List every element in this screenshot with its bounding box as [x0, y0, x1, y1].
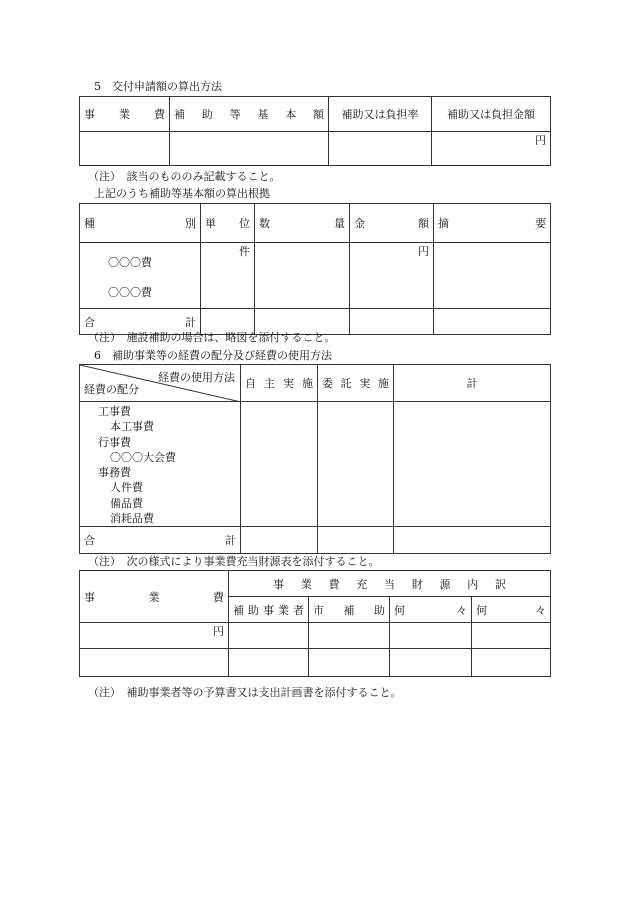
cell-self[interactable] [241, 402, 318, 527]
header-rate: 補助又は負担率 [329, 97, 432, 132]
total-remarks[interactable] [434, 309, 551, 335]
cell-rate[interactable] [329, 132, 432, 166]
note-1: （注） 該当のもののみ記載すること。 [88, 170, 281, 183]
application-amount-table [79, 96, 551, 166]
funding-table [79, 570, 551, 677]
total-label: 合 計 [84, 315, 196, 329]
funding-city-cell[interactable] [309, 623, 390, 649]
item-office: 事務費 [98, 466, 131, 480]
header-amount [350, 204, 434, 243]
cell-total[interactable] [394, 402, 551, 527]
funding-row2-other-1[interactable] [390, 649, 472, 677]
note-2: （注） 施設補助の場合は、略図を添付すること。 [88, 331, 336, 344]
header-amount-text: 金 額 [354, 217, 429, 230]
header-basic-amount [170, 97, 329, 132]
header-other-1-text: 何 々 [394, 603, 467, 617]
header-unit-text: 単 位 [205, 217, 250, 230]
allocation-total-label: 合 計 [84, 534, 236, 548]
section-5-heading: 5 交付申請額の算出方法 [94, 80, 222, 93]
cell-entrust[interactable] [318, 402, 394, 527]
cell-quantity[interactable] [255, 243, 350, 309]
diag-top-label: 経費の使用方法 [158, 371, 235, 384]
header-type-text: 種 別 [84, 217, 196, 230]
section-6-heading: 6 補助事業等の経費の配分及び経費の使用方法 [94, 349, 332, 362]
funding-other-1-cell[interactable] [390, 623, 472, 649]
header-operator [229, 597, 309, 623]
item-convention: 〇〇〇大会費 [110, 450, 176, 464]
funding-operator-cell[interactable] [229, 623, 309, 649]
header-funding-breakdown-text: 事 業 費 充 当 財 源 内 訳 [273, 577, 506, 591]
header-operator-text: 補 助 事 業 者 [233, 603, 304, 617]
funding-row2-city[interactable] [309, 649, 390, 677]
diag-bottom-label: 経費の配分 [84, 383, 139, 396]
header-self-text: 自 主 実 施 [245, 377, 313, 390]
header-entrust [318, 365, 394, 402]
funding-other-2-cell[interactable] [472, 623, 551, 649]
allocation-total-label-cell [80, 527, 241, 554]
total-self[interactable] [241, 527, 318, 554]
funding-row2-other-2[interactable] [472, 649, 551, 677]
allocation-table [79, 364, 551, 554]
unit-yen: 円 [535, 134, 546, 147]
note-3: （注） 次の様式により事業費充当財源表を添付すること。 [88, 555, 380, 568]
cell-subsidy-amount[interactable] [432, 132, 551, 166]
header-other-2 [472, 597, 551, 623]
item-consumables: 消耗品費 [110, 512, 154, 526]
item-personnel: 人件費 [110, 481, 143, 495]
header-other-1 [390, 597, 472, 623]
header-remarks-text: 摘 要 [438, 217, 546, 230]
header-type [80, 204, 201, 243]
item-main-construction: 本工事費 [110, 420, 154, 434]
header-city-subsidy [309, 597, 390, 623]
header-other-2-text: 何 々 [476, 603, 546, 617]
total-amount[interactable] [350, 309, 434, 335]
unit-yen: 円 [213, 625, 224, 638]
header-project-cost-2 [80, 571, 229, 623]
header-city-subsidy-text: 市 補 助 [313, 603, 385, 617]
item-events: 行事費 [98, 435, 131, 449]
cell-project-cost[interactable] [80, 132, 170, 166]
header-self [241, 365, 318, 402]
cell-basic-amount[interactable] [170, 132, 329, 166]
basis-table [79, 203, 551, 335]
header-remarks [434, 204, 551, 243]
basis-heading: 上記のうち補助等基本額の算出根拠 [94, 187, 270, 200]
header-basic-amount-text: 補 助 等 基 本 額 [174, 108, 324, 121]
unit-yen: 円 [418, 245, 429, 258]
total-entrust[interactable] [318, 527, 394, 554]
basis-item-2: 〇〇〇費 [108, 286, 152, 299]
funding-cost-cell[interactable] [80, 623, 229, 649]
unit-ken: 件 [239, 245, 250, 258]
header-project-cost [80, 97, 170, 132]
item-equipment: 備品費 [110, 496, 143, 510]
cell-unit[interactable] [201, 243, 255, 309]
header-unit [201, 204, 255, 243]
header-entrust-text: 委 託 実 施 [322, 377, 389, 390]
funding-row2-cost[interactable] [80, 649, 229, 677]
header-quantity-text: 数 量 [259, 217, 345, 230]
basis-item-1: 〇〇〇費 [108, 256, 152, 269]
cell-remarks[interactable] [434, 243, 551, 309]
header-funding-breakdown [229, 571, 551, 597]
funding-row2-operator[interactable] [229, 649, 309, 677]
diagonal-header [80, 365, 241, 402]
header-project-cost-2-text: 事 業 費 [84, 590, 224, 604]
cell-amount[interactable] [350, 243, 434, 309]
header-total: 計 [394, 365, 551, 402]
total-total[interactable] [394, 527, 551, 554]
note-4: （注） 補助事業者等の予算書又は支出計画書を添付すること。 [88, 686, 402, 699]
cell-type-items[interactable] [80, 243, 201, 309]
header-subsidy-amount: 補助又は負担金額 [432, 97, 551, 132]
header-project-cost-text: 事 業 費 [84, 108, 165, 121]
allocation-items [80, 402, 241, 527]
item-construction: 工事費 [98, 405, 131, 418]
header-quantity [255, 204, 350, 243]
